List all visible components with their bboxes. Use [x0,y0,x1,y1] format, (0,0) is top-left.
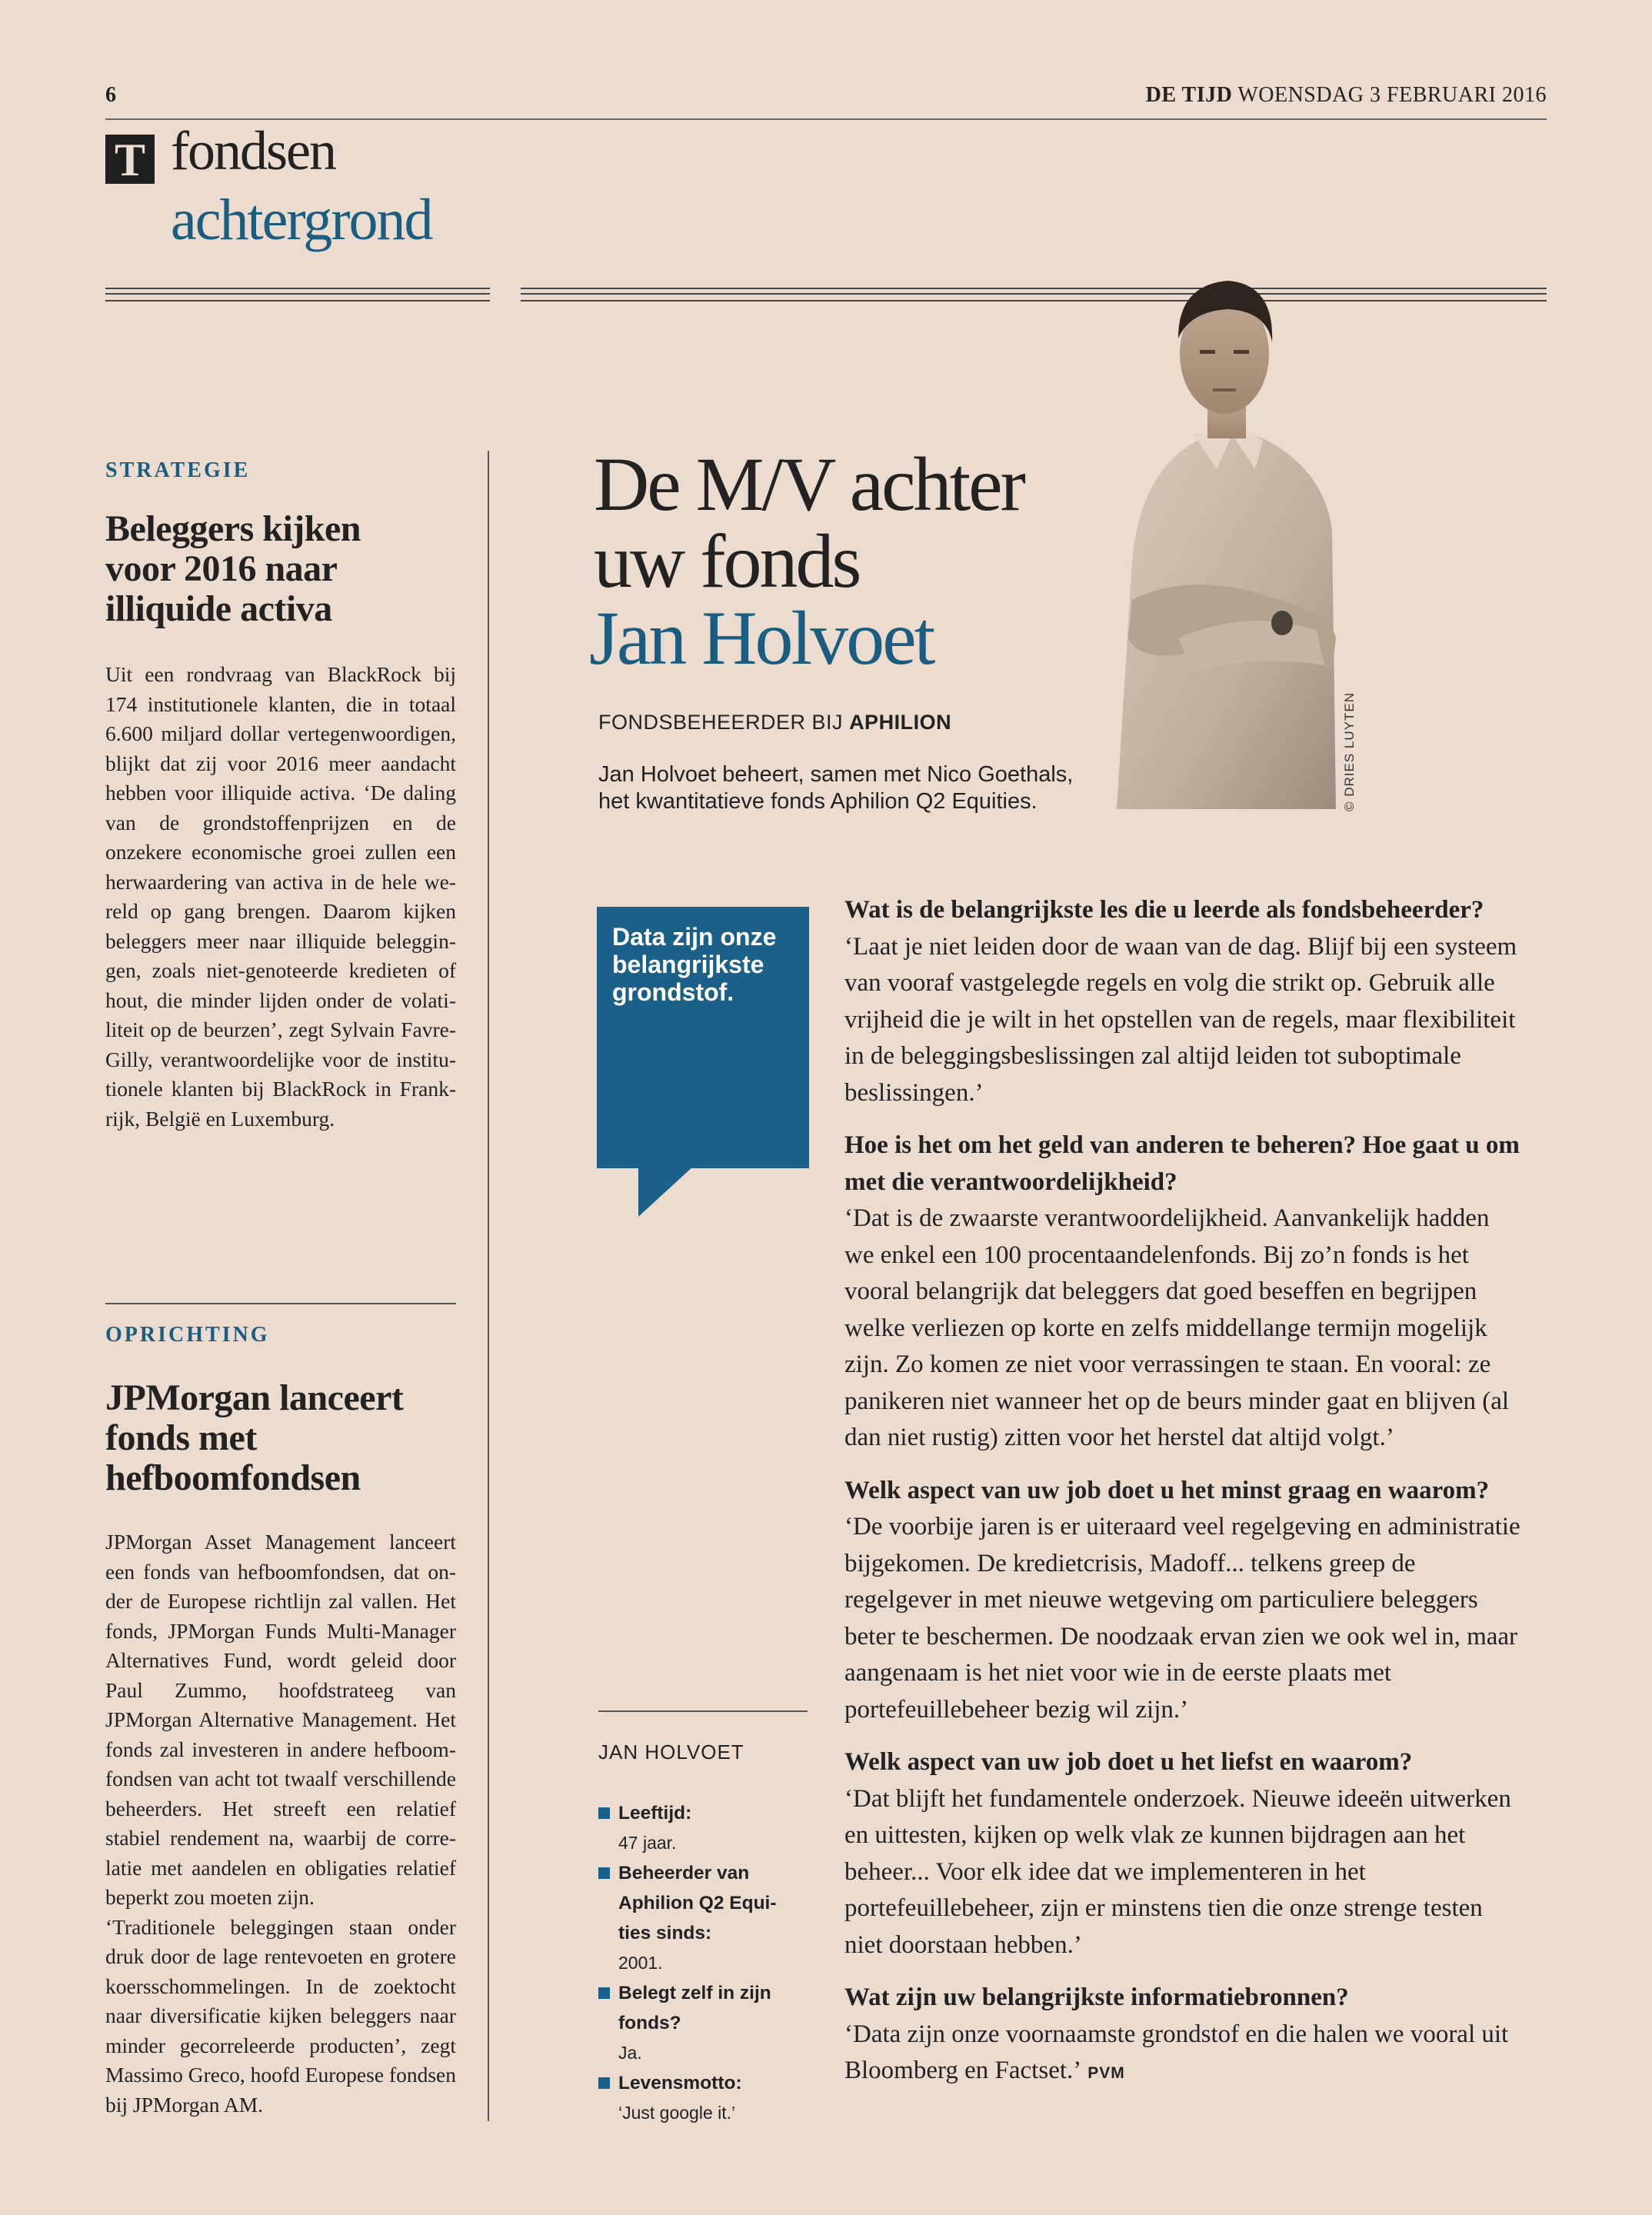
sidebar-story-strategie [105,458,456,1134]
fact-label: Belegt zelf in zijn fonds? [598,1978,798,2038]
answer: ‘Laat je niet leiden door de waan van de dag. Blijf bij een systeem van vooraf vastgelegde regels en volg die strikt op. Gebruik alle vrijheid die je wilt in het opstellen van de regels, maar flexibiliteit in de beleggingsbeslissingen zal altijd leiden tot suboptimale beslissingen.’ [844,932,1517,1107]
interviewee-role [598,711,951,734]
sidebar-divider [105,1303,456,1304]
answer [844,2017,1521,2092]
role-prefix: FONDSBEHEERDER BIJ [598,711,850,734]
answer-text: ‘Data zijn onze voornaamste grondstof en die halen we vooral uit Bloomberg en Factset.’ [844,2020,1509,2084]
qa-item [844,1980,1521,2092]
fact-value: Ja. [618,2043,642,2063]
fact-value: 2001. [618,1953,663,1973]
column-divider [488,451,489,2121]
story-body: Uit een rondvraag van BlackRock bij 174 institutionele klanten, die in totaal 6.600 miljard dollar vertegenwoordigen, blijkt dat zij voor 2016 meer aandacht hebben voor illiquide activa. ‘De daling van de grondstoffenprijzen en de onzekere economische groei zullen een herwaardering van activa in de hele wereld op gang brengen. Daarom kijken beleggers meer naar illiquide beleggingen, zoals niet-genoteerde kredieten of hout, die minder lijden onder de volatiliteit op de beurzen’, zegt Sylvain Favre-Gilly, verantwoordelijke voor de institutionele klanten bij BlackRock in Frankrijk, België en Luxemburg. [105,662,456,1131]
factbox-list [598,1798,798,2128]
fact-label: Levensmotto: [598,2068,798,2098]
headline-line: JPMorgan lanceert [105,1377,404,1418]
page-number: 6 [105,83,116,107]
headline-line: voor 2016 naar [105,548,338,589]
intro-line: Jan Holvoet beheert, samen met Nico Goethals, [598,762,1074,787]
headline-line: hefboomfondsen [105,1457,361,1498]
story-body [105,1527,456,2120]
headline-line: Beleggers kijken [105,508,361,549]
story-kicker: STRATEGIE [105,458,251,482]
pull-quote-tail [638,1166,694,1217]
headline-line: fonds met [105,1417,257,1458]
story-kicker: OPRICHTING [105,1323,270,1347]
article-title-line2: uw fonds [594,518,860,604]
answer: ‘Dat blijft het fundamentele onderzoek. Nieuwe ideeën uitwerken en uittesten, kijken op welk vlak ze kunnen bijdragen aan het beheer... Voor elk idee dat we implementeren in het portefeuillebeheer, zijn er minstens tien die onze strenge testen niet doorstaan hebben.’ [844,1784,1511,1959]
article-intro [598,761,1137,815]
intro-line: het kwantitatieve fonds Aphilion Q2 Equities. [598,789,1037,814]
fact-value: ‘Just google it.’ [618,2103,736,2123]
story-headline [105,509,456,629]
article-title-line1: De M/V achter [594,441,1024,527]
qa-item [844,892,1521,1111]
factbox-title: JAN HOLVOET [598,1740,744,1764]
newspaper-logo: T [105,135,155,184]
sidebar-story-oprichting [105,1323,456,2120]
answer: ‘Dat is de zwaarste verantwoordelijkheid. Aanvankelijk hadden we enkel een 100 procentaandelenfonds. Bij zo’n fonds is het vooral belangrijk dat beleggers dat goed beseffen en begrijpen welke verliezen op korte en zelfs middellange termijn mogelijk zijn. Zo komen ze niet voor verrassingen te staan. En vooral: ze panikeren niet wanneer het op de beurs minder gaat en blijven (al dan niet rustig) zitten voor het herstel dat altijd volgt.’ [844,1204,1510,1451]
masthead [1146,83,1547,108]
interviewee-name: Jan Holvoet [589,595,934,681]
story-paragraph: JPMorgan Asset Management lanceert een fonds van hefboomfondsen, dat onder de Europese richtlijn zal vallen. Het fonds, JPMorgan Funds Multi-Manager Alternatives Fund, wordt geleid door Paul Zummo, hoofdstrateeg van JPMorgan Alternative Management. Het fonds zal investeren in andere hefboomfondsen van acht tot twaalf verschillende beheerders. Het streeft een relatief stabiel rendement na, waarbij de correlatie met aandelen en obligaties relatief beperkt zou moeten zijn. [105,1530,456,1909]
question: Hoe is het om het geld van anderen te beheren? Hoe gaat u om met die verantwoordelijkheid? [844,1131,1520,1196]
sidebar-double-rule [105,288,490,301]
interview-qa [844,892,1521,2108]
pull-quote: Data zijn onze belangrijkste grondstof. [612,923,777,1006]
role-company: APHILION [849,711,952,734]
story-headline [105,1378,456,1498]
answer: ‘De voorbije jaren is er uiteraard veel regelgeving en administratie bijgekomen. De kredietcrisis, Madoff... telkens greep de regelgever in met nieuwe wetgeving om particuliere beleggers beter te beschermen. De noodzaak ervan zien we ook wel in, maar aangenaam is het niet voor wie in de eerste plaats met portefeuillebeheer bezig wil zijn.’ [844,1513,1520,1724]
fact-label: Beheerder van Aphilion Q2 Equities sinds: [598,1858,798,1948]
headline-line: illiquide activa [105,588,332,629]
question: Welk aspect van uw job doet u het minst graag en waarom? [844,1476,1490,1504]
main-double-rule [521,288,1547,301]
section-subtitle: achtergrond [171,188,432,252]
fact-value: 47 jaar. [618,1833,677,1853]
qa-item [844,1127,1521,1457]
issue-date: WOENSDAG 3 FEBRUARI 2016 [1237,83,1547,107]
question: Wat is de belangrijkste les die u leerde als fondsbeheerder? [844,896,1484,924]
question: Wat zijn uw belangrijkste informatiebronnen? [844,1984,1349,2011]
factbox-rule [598,1710,808,1712]
story-paragraph: ‘Traditionele beleggingen staan onder druk door de lage rentevoeten en grotere koersschommelingen. In de zoektocht naar diversificatie kijken beleggers naar minder gecorreleerde producten’, zegt Massimo Greco, hoofd Europese fondsen bij JPMorgan AM. [105,1914,456,2117]
author-signature: PVM [1087,2064,1125,2082]
photo-credit: © DRIES LUYTEN [1342,692,1357,811]
qa-item [844,1744,1521,1964]
paper-name: DE TIJD [1145,83,1233,107]
portrait-photo [1101,238,1340,809]
question: Welk aspect van uw job doet u het liefst en waarom? [844,1748,1413,1776]
qa-item [844,1473,1521,1729]
fact-label: Leeftijd: [598,1798,798,1828]
section-title: fondsen [171,120,335,182]
